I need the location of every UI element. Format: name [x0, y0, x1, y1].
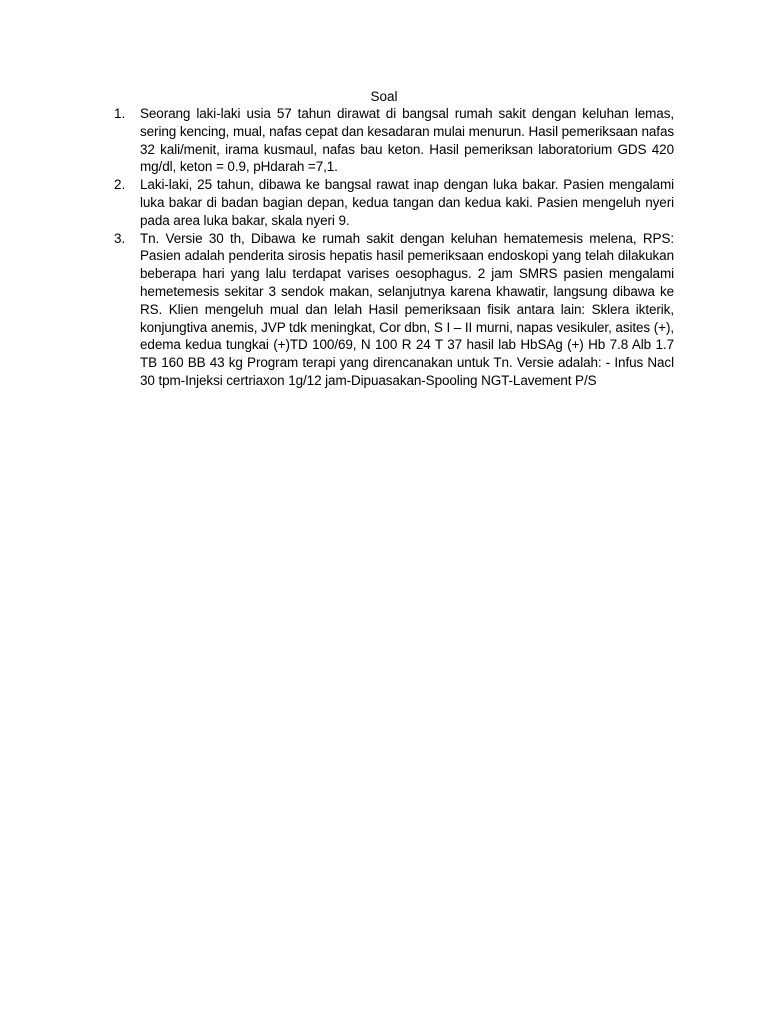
- question-text: Seorang laki-laki usia 57 tahun dirawat di bangsal rumah sakit dengan keluhan lemas, sering kencing, mual, nafas cepat dan kesadaran mulai menurun. Hasil pemeriksaan nafas 32 kali/menit, irama kusmaul, nafas bau keton. Hasil pemeriksan laboratorium GDS 420 mg/dl, keton = 0.9, pHdarah =7,1.: [140, 106, 674, 175]
- question-number: 2.: [114, 177, 126, 193]
- question-item-2: [114, 176, 674, 229]
- question-text: Laki-laki, 25 tahun, dibawa ke bangsal rawat inap dengan luka bakar. Pasien mengalami luka bakar di badan bagian depan, kedua tangan dan kedua kaki. Pasien mengeluh nyeri pada area luka bakar, skala nyeri 9.: [140, 177, 674, 228]
- question-text: Tn. Versie 30 th, Dibawa ke rumah sakit dengan keluhan hematemesis melena, RPS: Pasien adalah penderita sirosis hepatis hasil pemeriksaan endoskopi yang telah dilakukan beberapa hari yang lalu terdapat varises oesophagus. 2 jam SMRS pasien mengalami hemetemesis sekitar 3 sendok makan, selanjutnya karena khawatir, langsung dibawa ke RS. Klien mengeluh mual dan lelah Hasil pemeriksaan fisik antara lain: Sklera ikterik, konjungtiva anemis, JVP tdk meningkat, Cor dbn, S I – II murni, napas vesikuler, asites (+), edema kedua tungkai (+)TD 100/69, N 100 R 24 T 37 hasil lab HbSAg (+) Hb 7.8 Alb 1.7 TB 160 BB 43 kg Program terapi yang direncanakan untuk Tn. Versie adalah: - Infus Nacl 30 tpm-Injeksi certriaxon 1g/12 jam-Dipuasakan-Spooling NGT-Lavement P/S: [140, 230, 674, 388]
- question-list: [114, 105, 674, 390]
- question-number: 3.: [114, 230, 126, 246]
- question-item-1: [114, 105, 674, 176]
- document-title: Soal: [370, 89, 398, 104]
- question-number: 1.: [114, 106, 126, 121]
- question-item-3: [114, 230, 674, 390]
